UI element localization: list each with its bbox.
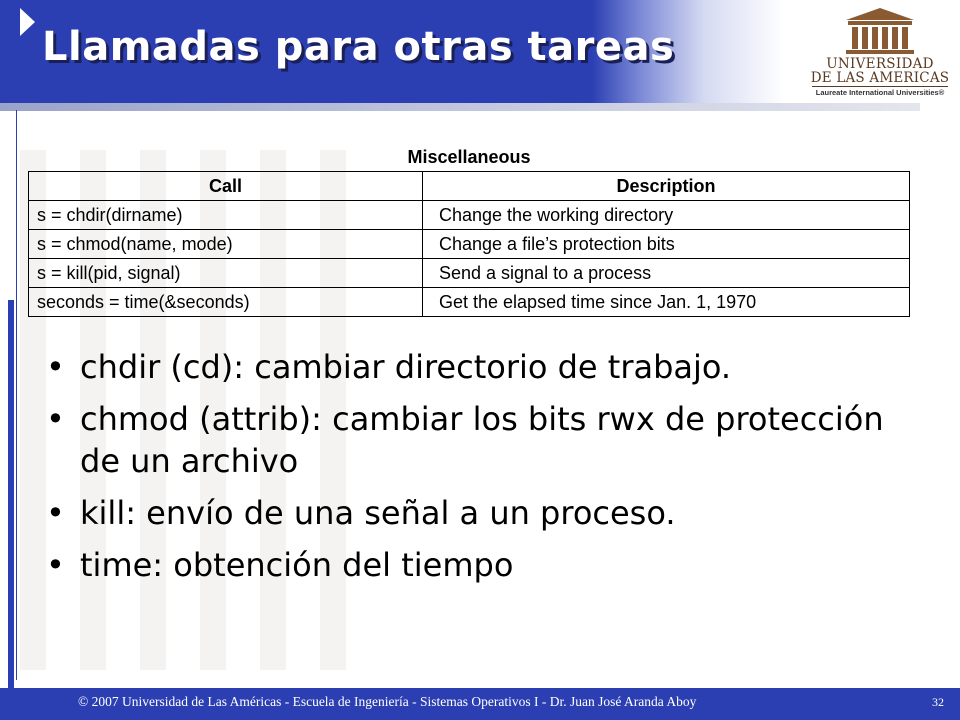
cell-call: s = chdir(dirname): [29, 201, 423, 230]
column-header-description: Description: [423, 172, 910, 201]
bullet-text: chmod (attrib): cambiar los bits rwx de protección de un archivo: [80, 400, 884, 480]
table-title: Miscellaneous: [407, 147, 531, 167]
bullet-text: time: obtención del tiempo: [80, 546, 514, 584]
bullet-item: [46, 398, 926, 482]
cell-description: Get the elapsed time since Jan. 1, 1970: [423, 288, 910, 317]
bullet-item: [46, 346, 926, 388]
cell-description: Change the working directory: [423, 201, 910, 230]
table-header-row: [29, 172, 910, 201]
logo-line-1: UNIVERSIDAD: [826, 56, 934, 72]
footer-copyright: © 2007 Universidad de Las Américas - Escuela de Ingeniería - Sistemas Operativos I - Dr. Juan José Aranda Aboy: [78, 694, 697, 709]
logo-divider: [812, 86, 948, 87]
table-row: [29, 288, 910, 317]
table-row: [29, 201, 910, 230]
bullet-dot-icon: •: [46, 494, 65, 532]
bullet-text: kill: envío de una señal a un proceso.: [80, 494, 676, 532]
system-calls-table: [28, 171, 910, 317]
triangle-arrow-icon: [20, 8, 35, 36]
bullet-item: [46, 544, 926, 586]
bullet-dot-icon: •: [46, 348, 65, 386]
left-accent-line: [16, 110, 17, 680]
logo-line-3: Laureate International Universities®: [815, 88, 945, 97]
slide-title: Llamadas para otras tareas: [42, 24, 675, 70]
bullet-text: chdir (cd): cambiar directorio de trabajo.: [80, 348, 732, 386]
bullet-list: [46, 346, 926, 596]
cell-call: seconds = time(&seconds): [29, 288, 423, 317]
cell-description: Send a signal to a process: [423, 259, 910, 288]
cell-description: Change a file’s protection bits: [423, 230, 910, 259]
bullet-dot-icon: •: [46, 400, 65, 438]
header-underline: [0, 103, 920, 111]
logo-line-2: DE LAS AMERICAS: [810, 70, 950, 86]
cell-call: s = chmod(name, mode): [29, 230, 423, 259]
building-columns-icon: [806, 6, 954, 56]
bullet-item: [46, 492, 926, 534]
cell-call: s = kill(pid, signal): [29, 259, 423, 288]
bullet-dot-icon: •: [46, 546, 65, 584]
slide-header: [0, 0, 960, 103]
university-logo: [806, 6, 954, 100]
left-accent-bar: [8, 300, 14, 688]
table-row: [29, 230, 910, 259]
table-row: [29, 259, 910, 288]
column-header-call: Call: [29, 172, 423, 201]
page-number: 32: [932, 695, 944, 709]
